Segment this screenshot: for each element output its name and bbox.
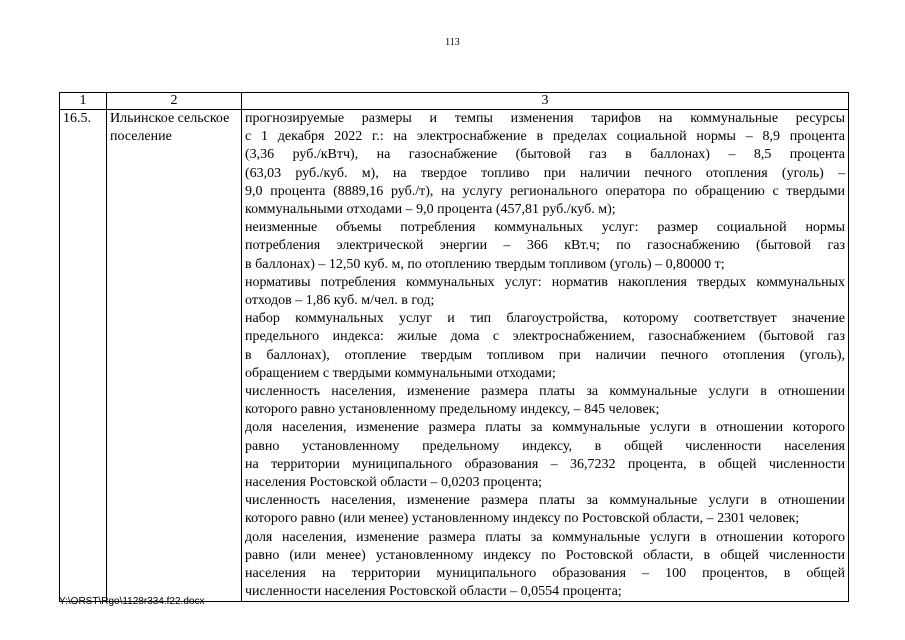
table-header-row [60,93,849,110]
description-line: (3,36 руб./кВтч), на газоснабжение (бытовой газ в баллонах) – 8,5 процента [245,147,845,163]
tariff-table [59,92,849,602]
table-row [60,110,849,602]
description-line: доля населения, изменение размера платы за коммунальные услуги в отношении которого [245,529,845,545]
description-line: численность населения, изменение размера платы за коммунальные услуги в отношении [245,384,845,400]
settlement-name [107,110,242,602]
settlement-name-line: Ильинское сельское [110,111,230,126]
settlement-name-line: поселение [110,129,172,145]
description-line: с 1 декабря 2022 г.: на электроснабжение в пределах социальной нормы – 8,9 процента [245,129,845,145]
description-line: предельного индекса: жилые дома с электроснабжением, газоснабжением (бытовой газ [245,329,845,345]
description-paragraph [245,219,845,274]
description-line: потребления электрической энергии – 366 кВт.ч; по газоснабжению (бытовой газ [245,238,845,254]
row-number: 16.5. [60,110,107,602]
description-line: прогнозируемые размеры и темпы изменения тарифов на коммунальные ресурсы [245,111,845,126]
description-line: населения Ростовской области – 0,0203 процента; [245,475,543,491]
column-header-1: 1 [60,93,107,110]
description-line: коммунальными отходами – 9,0 процента (457,81 руб./куб. м); [245,202,616,218]
file-path-footer: Y:\ORST\Rgo\1128r334.f22.docx [59,596,205,607]
description-paragraph [245,110,845,219]
description-paragraph [245,419,845,492]
description-line: равно (или менее) установленному индексу по Ростовской области, в общей численности [245,547,845,563]
tariff-description [242,110,849,602]
description-line: нормативы потребления коммунальных услуг: норматив накопления твердых коммунальных [245,274,845,290]
description-paragraph [245,274,845,310]
description-line: численность населения, изменение размера платы за коммунальные услуги в отношении [245,493,845,509]
description-line: неизменные объемы потребления коммунальных услуг: размер социальной нормы [245,220,845,236]
description-line: обращением с твердыми коммунальными отходами; [245,365,556,381]
description-line: (63,03 руб./куб. м), на твердое топливо при наличии печного отопления (уголь) – [245,165,845,181]
description-line: которого равно установленному предельному индексу, – 845 человек; [245,402,660,418]
description-paragraph [245,310,845,383]
description-line: доля населения, изменение размера платы за коммунальные услуги в отношении которого [245,420,845,436]
description-line: в баллонах), отопление твердым топливом при наличии печного отопления (уголь), [245,347,845,363]
description-line: 9,0 процента (8889,16 руб./т), на услугу регионального оператора по обращению с твердыми [245,183,845,199]
description-paragraph [245,529,845,602]
description-line: набор коммунальных услуг и тип благоустройства, которому соответствует значение [245,311,845,327]
description-line: которого равно (или менее) установленному индексу по Ростовской области, – 2301 человек; [245,511,800,527]
page-number: 113 [445,37,460,48]
column-header-2: 2 [107,93,242,110]
description-line: населения на территории муниципального образования – 100 процентов, в общей [245,566,845,582]
column-header-3: 3 [242,93,849,110]
description-line: равно установленному предельному индексу, в общей численности населения [245,438,845,454]
description-line: численности населения Ростовской области – 0,0554 процента; [245,584,622,600]
description-line: отходов – 1,86 куб. м/чел. в год; [245,293,435,309]
description-paragraph [245,383,845,419]
description-paragraph [245,492,845,528]
description-line: на территории муниципального образования – 36,7232 процента, в общей численности [245,456,845,472]
description-line: в баллонах) – 12,50 куб. м, по отоплению твердым топливом (уголь) – 0,80000 т; [245,256,725,272]
